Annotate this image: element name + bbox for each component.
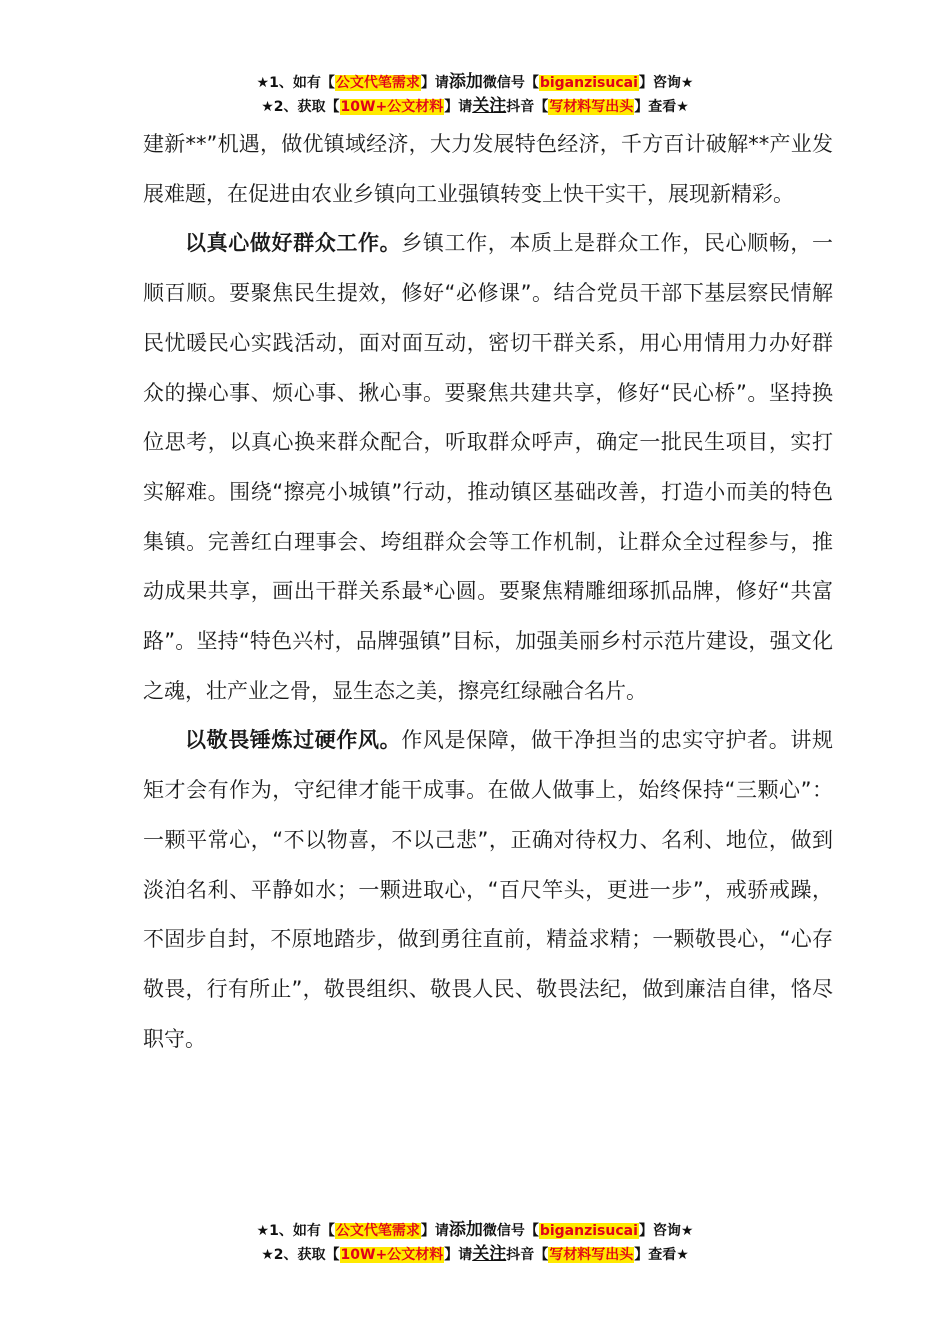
banner-text: 】咨询★ <box>638 1223 694 1239</box>
paragraph <box>143 716 833 1064</box>
banner-line-1 <box>0 1218 950 1242</box>
paragraph-lead: 以敬畏锤炼过硬作风。 <box>185 728 402 753</box>
banner-line-2 <box>0 94 950 118</box>
banner-line-2 <box>0 1242 950 1266</box>
banner-text: 微信号【 <box>482 75 539 91</box>
emphasis-add: 添加 <box>448 1220 483 1240</box>
banner-text: 】请 <box>444 1247 473 1263</box>
document-body <box>143 120 833 1064</box>
banner-text: 抖音【 <box>506 1247 549 1263</box>
highlight-wechat-id: biganzisucai <box>539 1223 638 1239</box>
banner-text: 】咨询★ <box>638 75 694 91</box>
emphasis-add: 添加 <box>448 72 483 92</box>
banner-text: 2、获取【 <box>273 1247 340 1263</box>
paragraph-text: 乡镇工作，本质上是群众工作，民心顺畅，一顺百顺。要聚焦民生提效，修好“必修课”。结合党员干部下基层察民情解民忧暖民心实践活动，面对面互动，密切干群关系，用心用情用力办好群众的操心事、烦心事、揪心事。要聚焦共建共享，修好“民心桥”。坚持换位思考，以真心换来群众配合，听取群众呼声，确定一批民生项目，实打实解难。围绕“擦亮小城镇”行动，推动镇区基础改善，打造小而美的特色集镇。完善红白理事会、垮组群众会等工作机制，让群众全过程参与，推动成果共享，画出干群关系最*心圆。要聚焦精雕细琢抓品牌，修好“共富路”。坚持“特色兴村，品牌强镇”目标，加强美丽乡村示范片建设，强文化之魂，壮产业之骨，显生态之美，擦亮红绿融合名片。 <box>143 231 834 703</box>
highlight-douyin-account: 写材料写出头 <box>549 99 634 115</box>
star-icon: ★ <box>261 1247 274 1263</box>
star-icon: ★ <box>256 75 270 91</box>
banner-line-1 <box>0 70 950 94</box>
highlight-service: 公文代笔需求 <box>335 1223 420 1239</box>
banner-text: 抖音【 <box>506 99 549 115</box>
paragraph <box>143 219 833 716</box>
header-banner <box>0 70 950 118</box>
banner-text: 】查看★ <box>634 99 689 115</box>
highlight-materials: 10W+公文材料 <box>340 1247 444 1263</box>
highlight-service: 公文代笔需求 <box>335 75 420 91</box>
paragraph-text: 作风是保障，做干净担当的忠实守护者。讲规矩才会有作为，守纪律才能干成事。在做人做事上，始终保持“三颗心”：一颗平常心，“不以物喜，不以己悲”，正确对待权力、名利、地位，做到淡泊名利、平静如水；一颗进取心，“百尺竿头，更进一步”，戒骄戒躁，不固步自封，不原地踏步，做到勇往直前，精益求精；一颗敬畏心，“心存敬畏，行有所止”，敬畏组织、敬畏人民、敬畏法纪，做到廉洁自律，恪尽职守。 <box>143 728 834 1051</box>
highlight-wechat-id: biganzisucai <box>539 75 638 91</box>
highlight-douyin-account: 写材料写出头 <box>549 1247 634 1263</box>
paragraph-lead: 以真心做好群众工作。 <box>185 231 402 256</box>
paragraph <box>143 120 833 219</box>
emphasis-follow: 关注 <box>472 96 507 116</box>
highlight-materials: 10W+公文材料 <box>340 99 444 115</box>
star-icon: ★ <box>256 1223 270 1239</box>
banner-text: 微信号【 <box>482 1223 539 1239</box>
footer-banner <box>0 1218 950 1266</box>
star-icon: ★ <box>261 99 274 115</box>
banner-text: 】请 <box>420 75 449 91</box>
paragraph-text: 建新**”机遇，做优镇域经济，大力发展特色经济，千方百计破解**产业发展难题，在促进由农业乡镇向工业强镇转变上快干实干，展现新精彩。 <box>143 132 833 206</box>
banner-text: 】请 <box>420 1223 449 1239</box>
banner-text: 】请 <box>444 99 473 115</box>
banner-text: 2、获取【 <box>273 99 340 115</box>
emphasis-follow: 关注 <box>472 1244 507 1264</box>
banner-text: 1、如有【 <box>269 1223 335 1239</box>
banner-text: 1、如有【 <box>269 75 335 91</box>
banner-text: 】查看★ <box>634 1247 689 1263</box>
